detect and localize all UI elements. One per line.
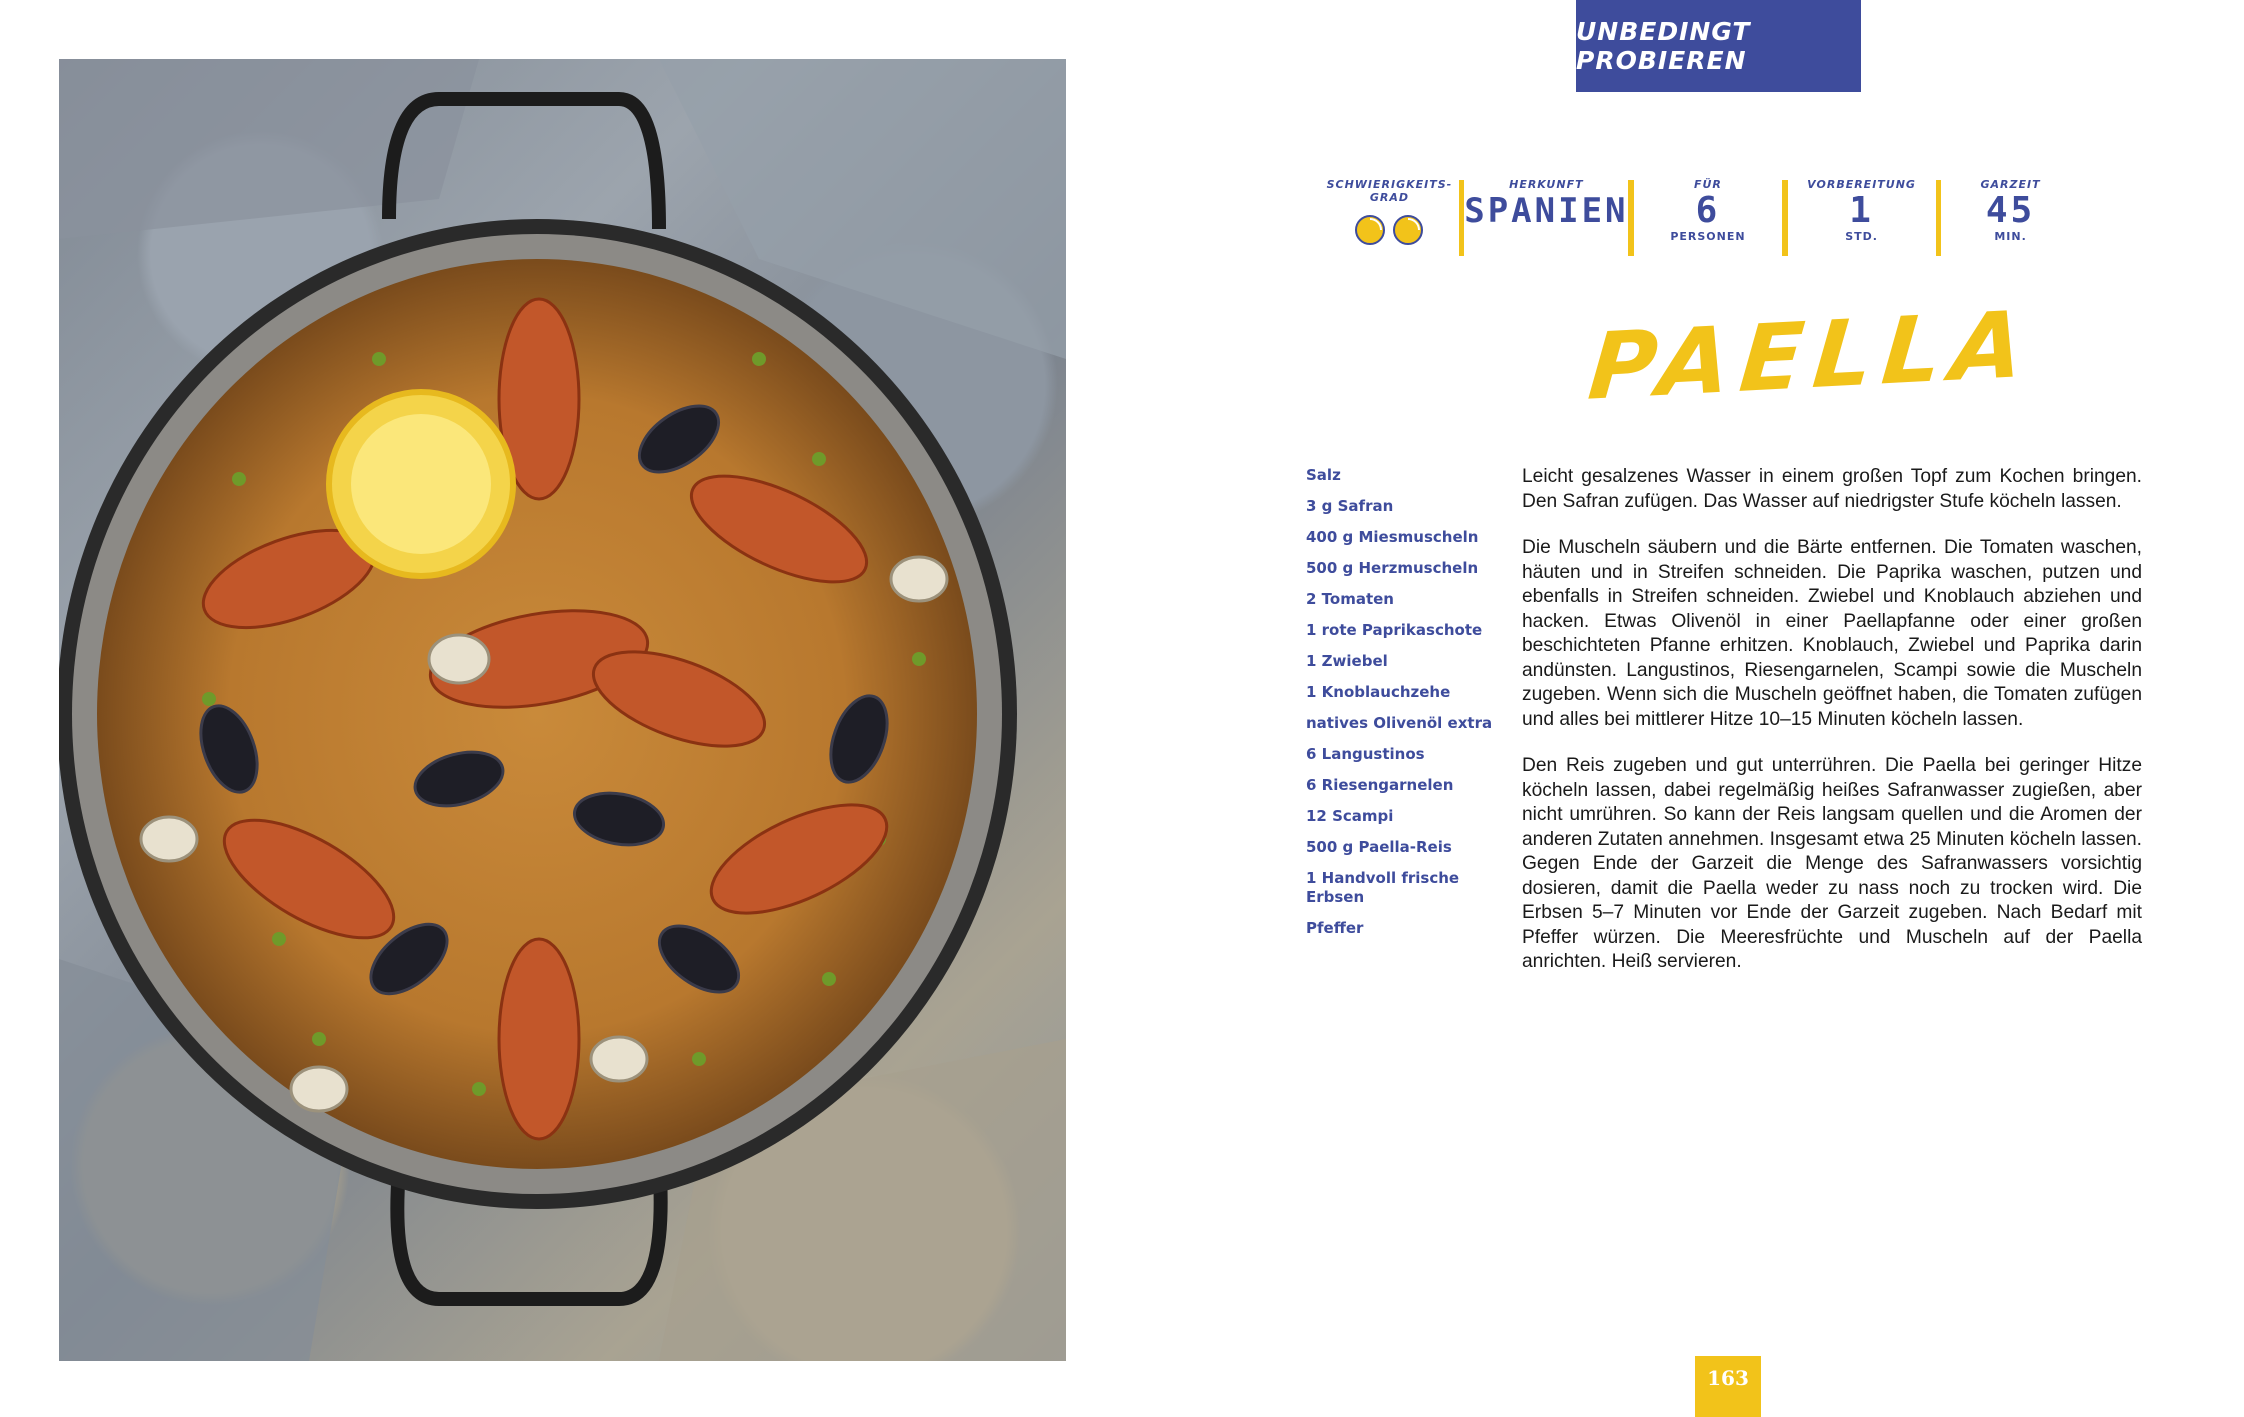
- ingredient-item: 2 Tomaten: [1306, 590, 1394, 608]
- prep-cell: [1788, 178, 1936, 243]
- page-number: [1695, 1356, 1761, 1417]
- ingredient-item: 1 Knoblauchzehe: [1306, 683, 1451, 701]
- ingredient-item: 6 Riesengarnelen: [1306, 776, 1454, 794]
- banner-label: UNBEDINGT PROBIEREN: [1576, 17, 1751, 75]
- method-paragraph: Die Muscheln säubern und die Bärte entfernen. Die Tomaten waschen, häuten und in Streifen schneiden. Die Paprika waschen, putzen und ebenfalls in Streifen schneiden. Zwiebel und Knoblauch abziehen und hacken. Etwas Olivenöl in einer Paellapfanne oder einer großen beschichteten Pfanne erhitzen. Knoblauch, Zwiebel und Paprika darin andünsten. Langustinos, Riesengarnelen, Scampi sowie die Muscheln zugeben. Wenn sich die Muscheln geöffnet haben, die Tomaten zufügen und alles bei mittlerer Hitze 10–15 Minuten köcheln lassen.: [1522, 537, 2142, 730]
- method-text: [1522, 465, 2142, 997]
- difficulty-cell: [1320, 178, 1459, 246]
- servings-unit: PERSONEN: [1670, 230, 1746, 243]
- ingredient-item: 1 Handvoll frische Erbsen: [1306, 869, 1460, 906]
- ingredient-item: Pfeffer: [1306, 919, 1364, 937]
- origin-cell: [1464, 178, 1628, 231]
- difficulty-label-line2: GRAD: [1369, 191, 1409, 204]
- ingredient-item: 500 g Paella-Reis: [1306, 838, 1452, 856]
- method-paragraph: Leicht gesalzenes Wasser in einem großen Topf zum Kochen bringen. Den Safran zufügen. Das Wasser auf niedrigster Stufe köcheln lassen.: [1522, 466, 2142, 512]
- difficulty-rating: [1354, 214, 1424, 246]
- lemon-icon: [1354, 214, 1386, 246]
- lemon-icon: [1392, 214, 1424, 246]
- servings-label: FÜR: [1693, 178, 1722, 191]
- page-number-label: 163: [1707, 1366, 1749, 1390]
- prep-label: VORBEREITUNG: [1807, 178, 1916, 191]
- ingredient-item: 1 rote Paprikaschote: [1306, 621, 1483, 639]
- prep-unit: STD.: [1845, 230, 1878, 243]
- ingredient-item: 1 Zwiebel: [1306, 652, 1388, 670]
- cook-cell: [1941, 178, 2080, 243]
- method-paragraph: Den Reis zugeben und gut unterrühren. Die Paella bei geringer Hitze köcheln lassen, dabei regelmäßig heißes Safranwasser zugießen, aber nicht umrühren. So kann der Reis langsam quellen und die Aromen der anderen Zutaten annehmen. Insgesamt etwa 25 Minuten köcheln lassen. Gegen Ende der Garzeit die Menge des Safranwassers vorsichtig dosieren, damit die Paella weder zu nass noch zu trocken wird. Die Erbsen 5–7 Minuten vor Ende der Garzeit zugeben. Nach Bedarf mit Pfeffer würzen. Die Meeresfrüchte und Muscheln auf der Paella anrichten. Heiß servieren.: [1522, 755, 2142, 972]
- ingredient-item: 3 g Safran: [1306, 497, 1394, 515]
- ingredient-item: Salz: [1306, 466, 1341, 484]
- difficulty-label-line1: SCHWIERIGKEITS-: [1326, 178, 1453, 191]
- paella-photo: [59, 59, 1066, 1361]
- servings-cell: [1634, 178, 1782, 243]
- recipe-info-bar: [1320, 178, 2080, 258]
- origin-label: HERKUNFT: [1509, 178, 1584, 191]
- servings-value: 6: [1695, 190, 1721, 231]
- cook-value: 45: [1985, 190, 2036, 231]
- origin-value: SPANIEN: [1464, 191, 1629, 231]
- ingredient-item: 12 Scampi: [1306, 807, 1394, 825]
- cook-label: GARZEIT: [1980, 178, 2041, 191]
- ingredient-item: 6 Langustinos: [1306, 745, 1425, 763]
- ingredient-item: natives Olivenöl extra: [1306, 714, 1493, 732]
- recipe-title: PAELLA: [1584, 290, 2038, 421]
- must-try-banner: [1576, 0, 1861, 92]
- ingredient-item: 500 g Herzmuscheln: [1306, 559, 1479, 577]
- paella-pan-illustration: [59, 59, 1066, 1361]
- cook-unit: MIN.: [1994, 230, 2027, 243]
- ingredient-item: 400 g Miesmuscheln: [1306, 528, 1479, 546]
- ingredient-list: [1306, 466, 1496, 950]
- prep-value: 1: [1849, 190, 1874, 231]
